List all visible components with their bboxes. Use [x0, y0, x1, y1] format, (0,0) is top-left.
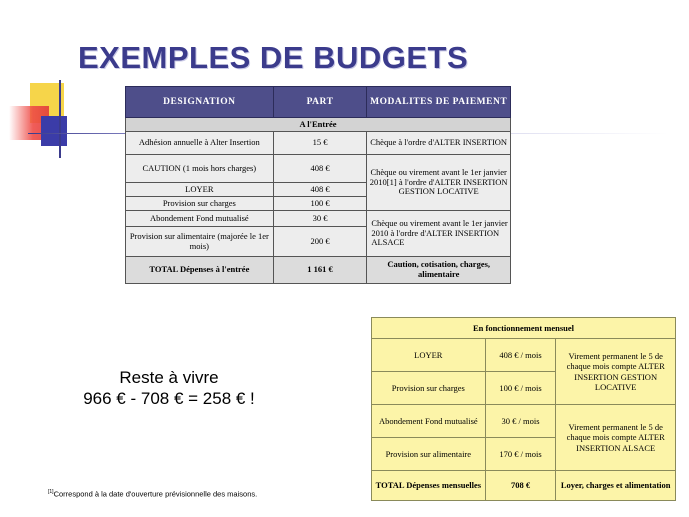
- section-label: En fonctionnement mensuel: [372, 318, 676, 339]
- table-row: [372, 339, 676, 372]
- total-designation: TOTAL Dépenses à l'entrée: [126, 257, 274, 284]
- modalite-cell: Chèque ou virement avant le 1er janvier 2010 à l'ordre d'ALTER INSERTION ALSACE: [367, 211, 511, 257]
- logo-vertical-line: [59, 80, 61, 158]
- footnote-mark: [1]: [48, 489, 54, 495]
- designation-cell: LOYER: [126, 183, 274, 197]
- header-designation: DESIGNATION: [126, 87, 274, 118]
- part-cell: 30 €: [273, 211, 367, 227]
- total-designation: TOTAL Dépenses mensuelles: [372, 471, 486, 501]
- table-total-row: [126, 257, 511, 284]
- part-cell: 408 €: [273, 183, 367, 197]
- table-row: [126, 132, 511, 155]
- total-part: 1 161 €: [273, 257, 367, 284]
- reste-label: Reste à vivre: [119, 368, 219, 387]
- total-modalite: Caution, cotisation, charges, alimentaire: [367, 257, 511, 284]
- total-part: 708 €: [485, 471, 556, 501]
- table-row: [372, 405, 676, 438]
- header-modalites: MODALITES DE PAIEMENT: [367, 87, 511, 118]
- part-cell: 15 €: [273, 132, 367, 155]
- part-cell: 30 € / mois: [485, 405, 556, 438]
- table-section-row: [126, 118, 511, 132]
- page-title: EXEMPLES DE BUDGETS: [78, 40, 469, 75]
- part-cell: 170 € / mois: [485, 438, 556, 471]
- designation-cell: Provision sur charges: [126, 197, 274, 211]
- modalite-cell: Virement permanent le 5 de chaque mois compte ALTER INSERTION ALSACE: [556, 405, 676, 471]
- table-section-row: [372, 318, 676, 339]
- monthly-budget-table: [371, 317, 676, 501]
- designation-cell: Provision sur alimentaire (majorée le 1er mois): [126, 227, 274, 257]
- table-row: [126, 155, 511, 183]
- reste-calculation: 966 € - 708 € = 258 € !: [83, 389, 255, 408]
- modalite-cell: Chèque ou virement avant le 1er janvier 2010[1] à l'ordre d'ALTER INSERTION GESTION LOCATIVE: [367, 155, 511, 211]
- designation-cell: Abondement Fond mutualisé: [372, 405, 486, 438]
- logo-blue-square: [41, 116, 67, 146]
- designation-cell: CAUTION (1 mois hors charges): [126, 155, 274, 183]
- modalite-cell: Virement permanent le 5 de chaque mois compte ALTER INSERTION GESTION LOCATIVE: [556, 339, 676, 405]
- total-modalite: Loyer, charges et alimentation: [556, 471, 676, 501]
- entry-budget-table: [125, 86, 511, 284]
- designation-cell: Abondement Fond mutualisé: [126, 211, 274, 227]
- table-header-row: [126, 87, 511, 118]
- part-cell: 200 €: [273, 227, 367, 257]
- part-cell: 408 € / mois: [485, 339, 556, 372]
- part-cell: 100 € / mois: [485, 372, 556, 405]
- footnote: [48, 489, 257, 499]
- part-cell: 408 €: [273, 155, 367, 183]
- designation-cell: Provision sur alimentaire: [372, 438, 486, 471]
- modalite-cell: Chèque à l'ordre d'ALTER INSERTION: [367, 132, 511, 155]
- footnote-text: Correspond à la date d'ouverture prévisionnelle des maisons.: [53, 489, 258, 499]
- designation-cell: LOYER: [372, 339, 486, 372]
- reste-a-vivre: [60, 367, 278, 409]
- table-row: [126, 211, 511, 227]
- table-total-row: [372, 471, 676, 501]
- header-part: PART: [273, 87, 367, 118]
- part-cell: 100 €: [273, 197, 367, 211]
- designation-cell: Adhésion annuelle à Alter Insertion: [126, 132, 274, 155]
- designation-cell: Provision sur charges: [372, 372, 486, 405]
- section-label: A l'Entrée: [126, 118, 511, 132]
